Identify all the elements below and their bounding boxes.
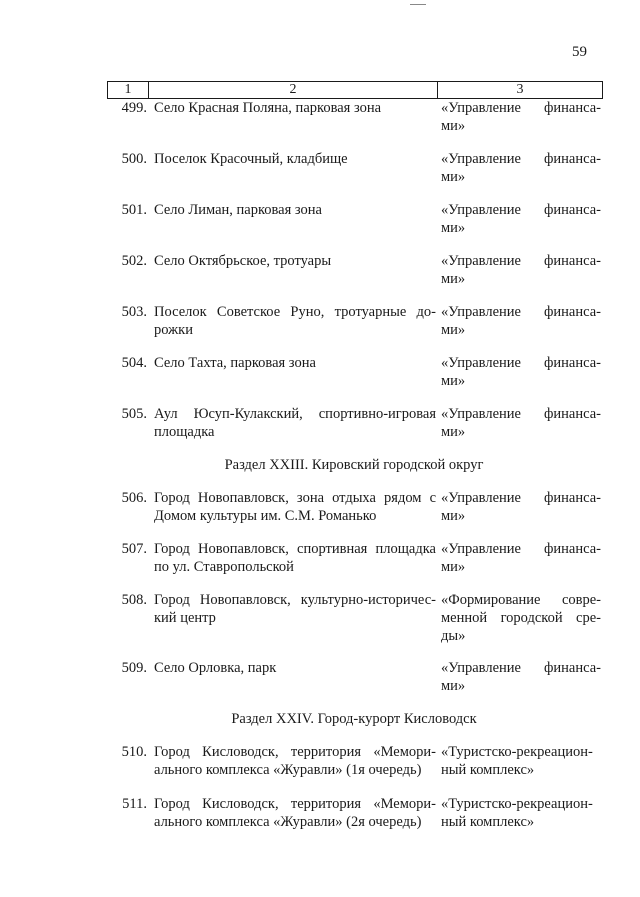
row-program bbox=[441, 150, 601, 186]
row-description: Город Новопавловск, культурно-историчес-кий центр bbox=[154, 592, 436, 626]
row-description: Аул Юсуп-Кулакский, спортивно-игровая площадка bbox=[154, 406, 436, 440]
row-program-line-1: «Туристско-рекреацион- bbox=[441, 796, 593, 812]
row-program-line-2: ный комплекс» bbox=[441, 762, 535, 778]
row-program bbox=[441, 591, 601, 645]
row-description: Село Тахта, парковая зона bbox=[154, 355, 316, 371]
section-heading: Раздел XXIII. Кировский городской округ bbox=[224, 457, 484, 473]
row-program bbox=[441, 201, 601, 237]
row-program-line-2: ми» bbox=[441, 508, 466, 524]
row-program-line-1: «Туристско-рекреацион- bbox=[441, 744, 593, 760]
page-number: 59 bbox=[572, 44, 587, 60]
row-description: Город Кисловодск, территория «Мемори-ального комплекса «Журавли» (2я очередь) bbox=[154, 796, 436, 830]
header-col-2: 2 bbox=[149, 82, 438, 98]
scan-mark bbox=[410, 4, 426, 5]
row-number: 505. bbox=[121, 406, 147, 422]
row-program bbox=[441, 99, 601, 135]
row-program-line-2: ми» bbox=[441, 271, 466, 287]
row-number: 508. bbox=[121, 592, 147, 608]
section-heading: Раздел XXIV. Город-курорт Кисловодск bbox=[231, 711, 477, 727]
row-program-line-1: «Управление финанса- bbox=[441, 202, 601, 218]
row-description: Город Новопавловск, спортивная площадка по ул. Ставропольской bbox=[154, 541, 436, 575]
row-description: Город Новопавловск, зона отдыха рядом с Домом культуры им. С.М. Романько bbox=[154, 490, 436, 524]
row-program-line-2: ми» bbox=[441, 118, 466, 134]
row-program bbox=[441, 743, 601, 779]
row-program-line-1: «Управление финанса- bbox=[441, 304, 601, 320]
row-program-line-1: «Управление финанса- bbox=[441, 355, 601, 371]
row-program-line-1: «Управление финанса- bbox=[441, 406, 601, 422]
row-description: Село Красная Поляна, парковая зона bbox=[154, 100, 382, 116]
row-description: Город Кисловодск, территория «Мемори-ального комплекса «Журавли» (1я очередь) bbox=[154, 744, 436, 778]
row-description: Поселок Советское Руно, тротуарные до-рожки bbox=[154, 304, 436, 338]
row-program-line-2: ми» bbox=[441, 559, 466, 575]
row-program-line-2: ми» bbox=[441, 678, 466, 694]
row-number: 499. bbox=[121, 100, 147, 116]
header-col-3: 3 bbox=[516, 82, 524, 97]
row-number: 506. bbox=[121, 490, 147, 506]
table-header bbox=[107, 81, 603, 99]
header-col-1: 1 bbox=[108, 82, 149, 98]
row-description: Село Октябрьское, тротуары bbox=[154, 253, 332, 269]
row-program-line-1: «Формирование совре- bbox=[441, 592, 601, 608]
row-program bbox=[441, 795, 601, 831]
row-number: 510. bbox=[121, 744, 147, 760]
row-program-line-1: «Управление финанса- bbox=[441, 151, 601, 167]
row-program-line-2: ми» bbox=[441, 322, 466, 338]
row-program-line-2: ный комплекс» bbox=[441, 814, 535, 830]
row-program-line-2: ми» bbox=[441, 373, 466, 389]
row-program-line-1: «Управление финанса- bbox=[441, 490, 601, 506]
row-number: 500. bbox=[121, 151, 147, 167]
row-number: 502. bbox=[121, 253, 147, 269]
row-number: 509. bbox=[121, 660, 147, 676]
row-description: Село Орловка, парк bbox=[154, 660, 277, 676]
row-number: 511. bbox=[122, 796, 147, 812]
row-program bbox=[441, 540, 601, 576]
row-program bbox=[441, 659, 601, 695]
row-program bbox=[441, 252, 601, 288]
row-number: 503. bbox=[121, 304, 147, 320]
row-program-line-2: менной городской сре-ды» bbox=[441, 610, 601, 644]
row-program-line-1: «Управление финанса- bbox=[441, 100, 601, 116]
row-number: 507. bbox=[121, 541, 147, 557]
row-program-line-1: «Управление финанса- bbox=[441, 541, 601, 557]
row-number: 504. bbox=[121, 355, 147, 371]
row-program-line-1: «Управление финанса- bbox=[441, 253, 601, 269]
row-program-line-2: ми» bbox=[441, 169, 466, 185]
row-program bbox=[441, 303, 601, 339]
row-program bbox=[441, 489, 601, 525]
row-program bbox=[441, 354, 601, 390]
row-program bbox=[441, 405, 601, 441]
row-program-line-1: «Управление финанса- bbox=[441, 660, 601, 676]
row-program-line-2: ми» bbox=[441, 220, 466, 236]
row-description: Поселок Красочный, кладбище bbox=[154, 151, 348, 167]
row-number: 501. bbox=[121, 202, 147, 218]
row-program-line-2: ми» bbox=[441, 424, 466, 440]
row-description: Село Лиман, парковая зона bbox=[154, 202, 322, 218]
